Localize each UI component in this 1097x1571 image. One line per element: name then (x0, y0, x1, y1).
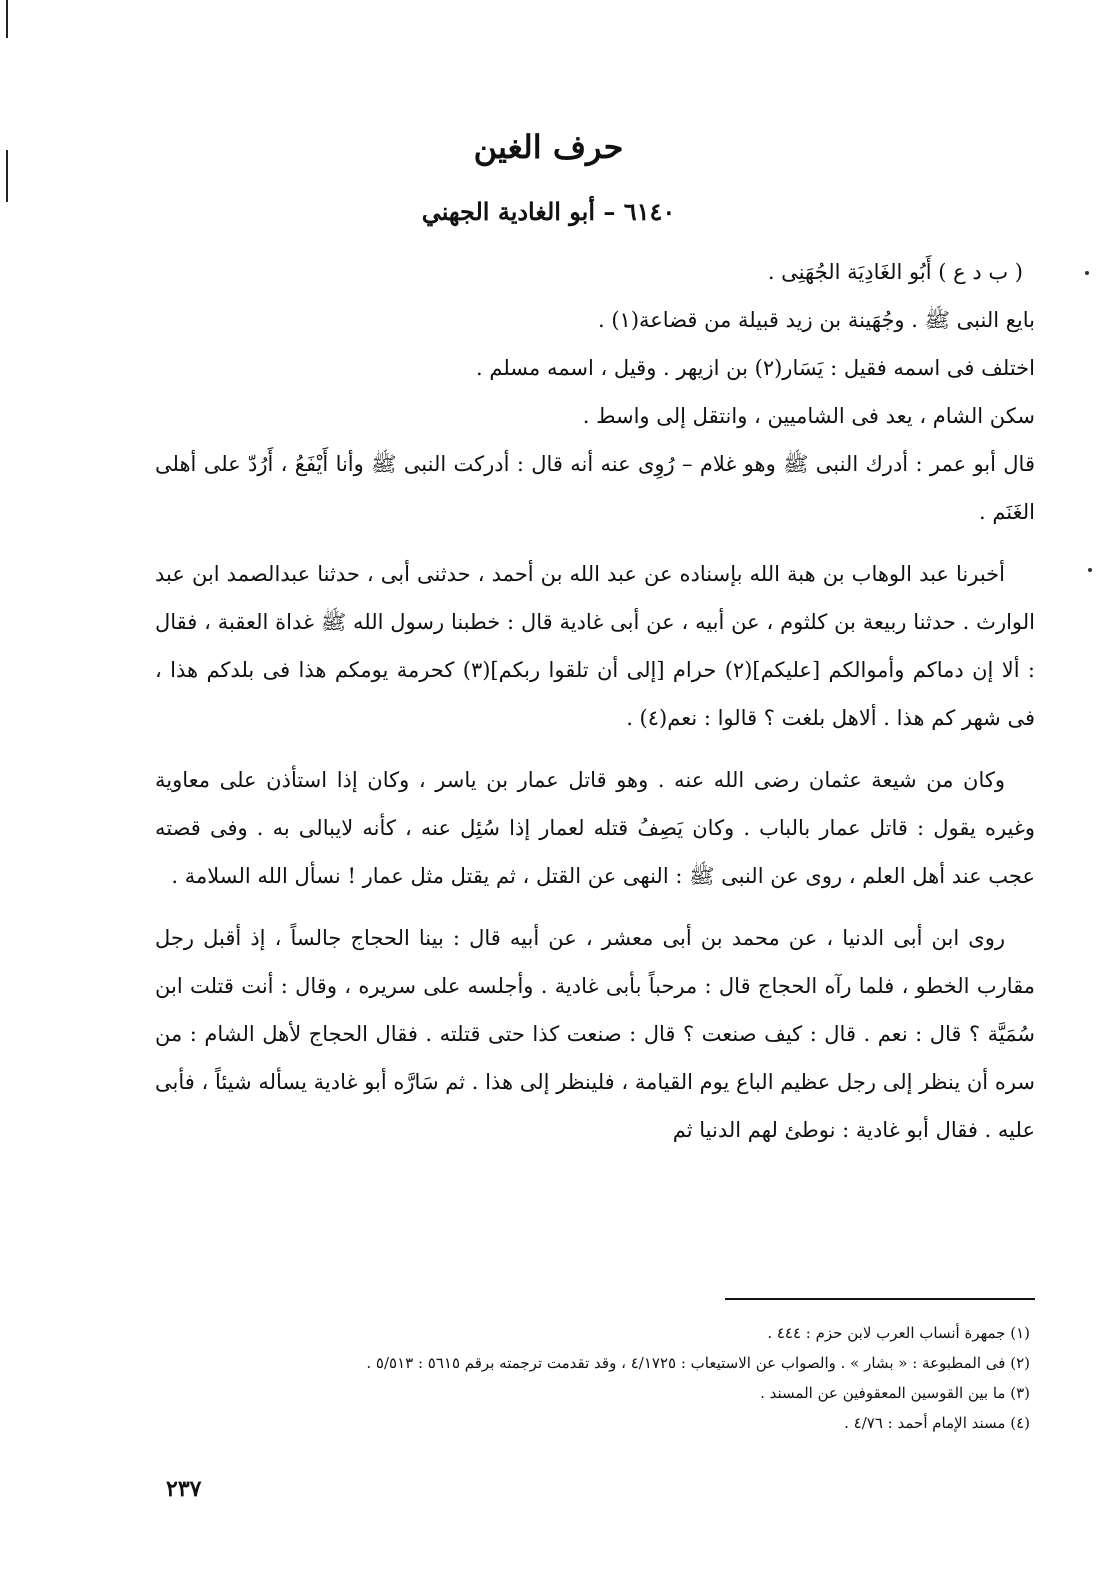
margin-speck (1085, 271, 1089, 275)
paragraph-hajjaj-story: روى ابن أبى الدنيا ، عن محمد بن أبى معشر ، عن أبيه قال : بينا الحجاج جالساً ، إذ أقبل رجل مقارب الخطو ، فلما رآه الحجاج قال : مرحباً بأبى غادية . وأجلسه على سريره ، وقال : أنت قتلت ابن سُمَيَّة ؟ قال : نعم . قال : كيف صنعت ؟ قال : صنعت كذا حتى قتلته . فقال الحجاج لأهل الشام : من سره أن ينظر إلى رجل عظيم الباع يوم القيامة ، فلينظر إلى هذا . ثم سَارَّه أبو غادية يسأله شيئاً ، فأبى عليه . فقال أبو غادية : نوطئ لهم الدنيا ثم (155, 926, 1035, 1142)
paragraph-residence: سكن الشام ، يعد فى الشاميين ، وانتقل إلى واسط . (582, 404, 1035, 428)
chapter-title: حرف الغين (473, 128, 624, 166)
footnotes (140, 1318, 1030, 1438)
margin-speck (1088, 568, 1092, 572)
paragraph-name-dispute: اختلف فى اسمه فقيل : يَسَار(٢) بن ازيهر . وقيل ، اسمه مسلم . (476, 356, 1035, 380)
footnote-1: (١) جمهرة أنساب العرب لابن حزم : ٤٤٤ . (767, 1324, 1030, 1342)
footnote-3: (٣) ما بين القوسين المعقوفين عن المسند . (760, 1384, 1030, 1402)
paragraph-bayaa: بايع النبى ﷺ . وجُهَينة بن زيد قبيلة من قضاعة(١) . (598, 308, 1035, 332)
paragraph-hadith-chain: أخبرنا عبد الوهاب بن هبة الله بإسناده عن عبد الله بن أحمد ، حدثنى أبى ، حدثنا عبدالصمد ابن عبد الوارث . حدثنا ربيعة بن كلثوم ، عن أبيه ، عن أبى غادية قال : خطبنا رسول الله ﷺ غداة العقبة ، فقال : ألا إن دماكم وأموالكم [عليكم](٢) حرام [إلى أن تلقوا ربكم](٣) كحرمة يومكم هذا فى بلدكم هذا ، فى شهر كم هذا . ألاهل بلغت ؟ قالوا : نعم(٤) . (155, 562, 1036, 730)
paragraph-uthman-shia: وكان من شيعة عثمان رضى الله عنه . وهو قاتل عمار بن ياسر ، وكان إذا استأذن على معاوية وغيره يقول : قاتل عمار بالباب . وكان يَصِفُ قتله لعمار إذا سُئِل عنه ، كأنه لايبالى به . وفى قصته عجب عند أهل العلم ، روى عن النبى ﷺ : النهى عن القتل ، ثم يقتل مثل عمار ! نسأل الله السلامة . (155, 768, 1035, 888)
footnote-separator (725, 1298, 1035, 1300)
entry-title: ٦١٤٠ – أبو الغادية الجهني (421, 197, 676, 226)
entry-body (155, 248, 1035, 1154)
left-margin-mark-top (6, 0, 8, 38)
paragraph-sigla: ( ب د ع ) أَبُو الغَادِيَة الجُهَنِى . (767, 260, 1023, 284)
footnote-2: (٢) فى المطبوعة : « بشار » . والصواب عن الاستيعاب : ٤/١٧٢٥ ، وقد تقدمت ترجمته برقم ٥٦١٥ : ٥/٥١٣ . (366, 1354, 1030, 1372)
footnote-4: (٤) مسند الإمام أحمد : ٤/٧٦ . (844, 1414, 1030, 1432)
page-number: ٢٣٧ (166, 1476, 202, 1502)
paragraph-abu-umar: قال أبو عمر : أدرك النبى ﷺ وهو غلام – رُوِى عنه أنه قال : أدركت النبى ﷺ وأنا أَيْفَعُ ، أَرُدّ على أهلى الغَنَم . (155, 452, 1035, 524)
